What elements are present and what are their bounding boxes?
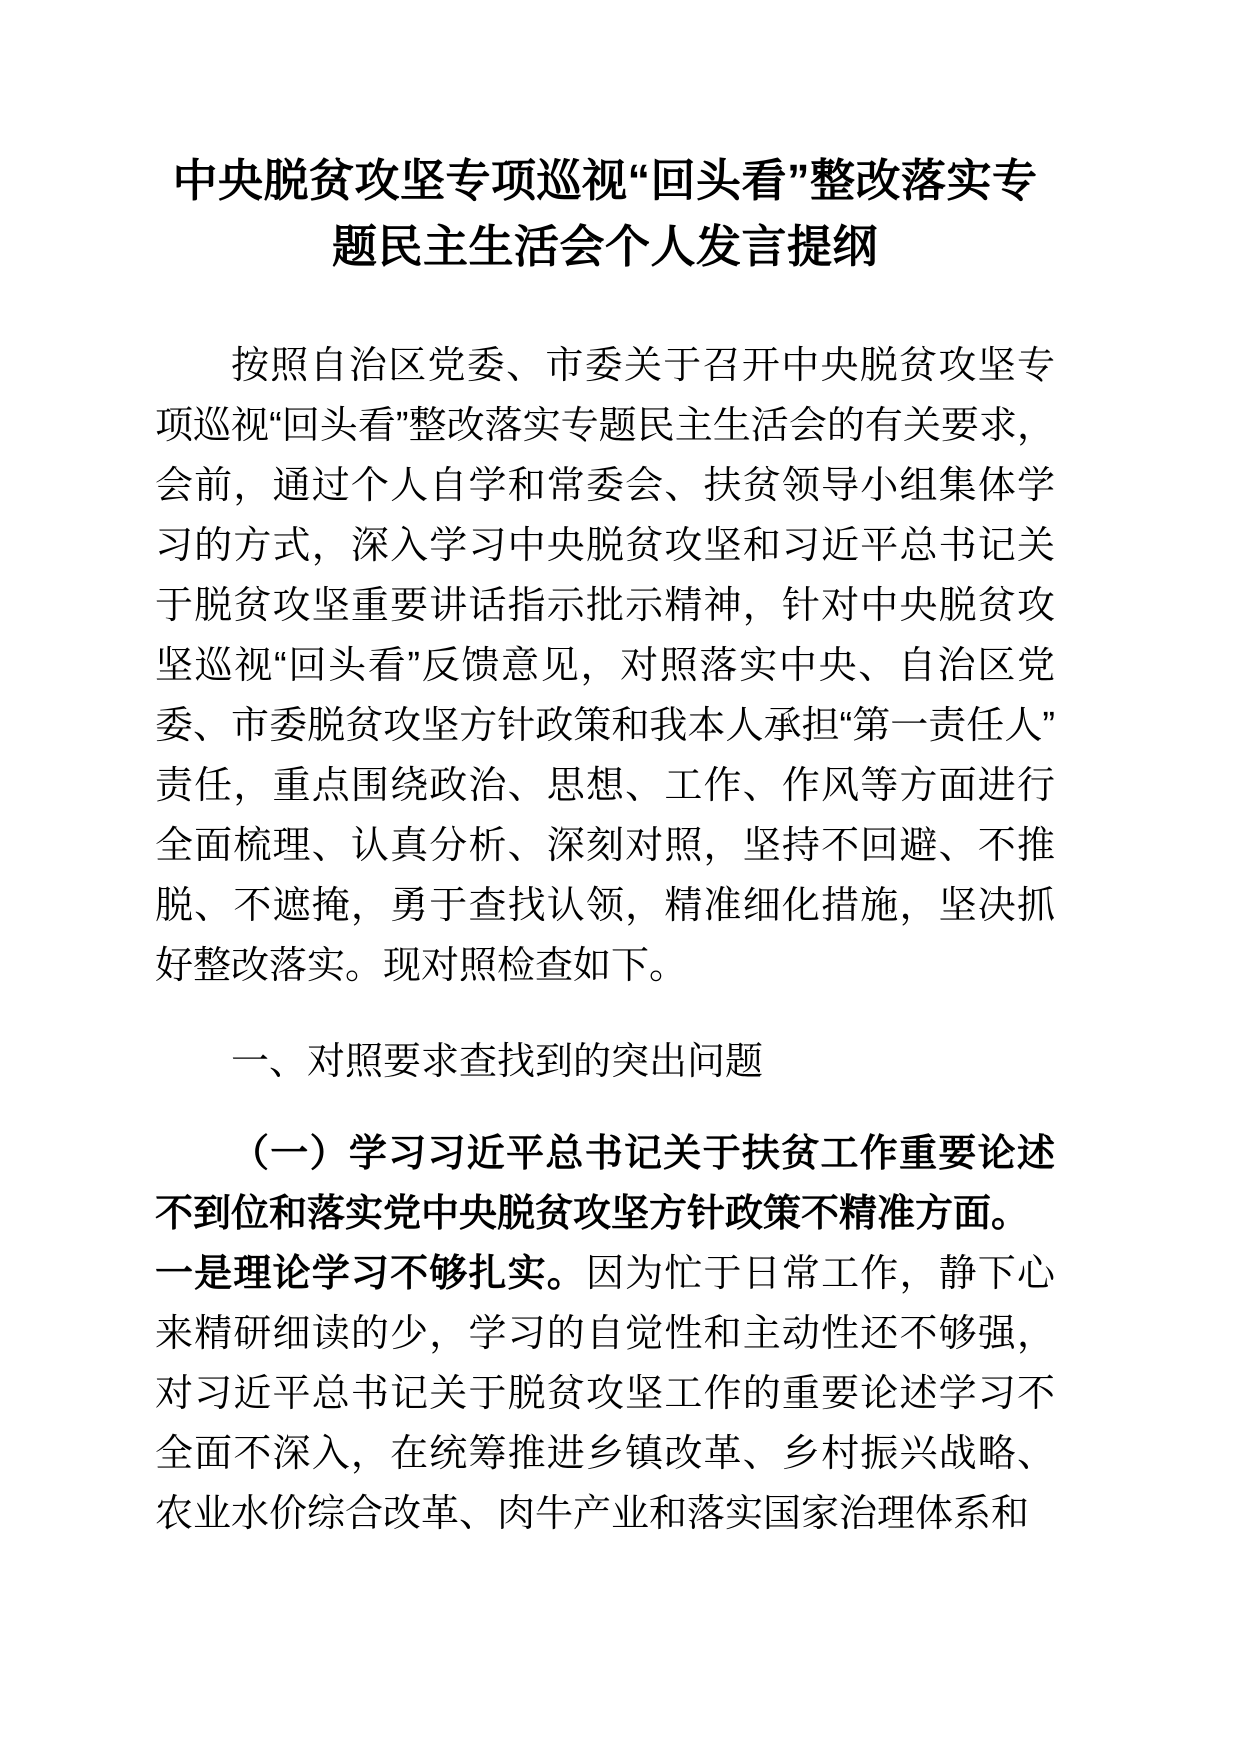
subsection-heading-one: （一）学习习近平总书记关于扶贫工作重要论述不到位和落实党中央脱贫攻坚方针政策不精准方面。 [155,1133,1055,1235]
document-content [155,0,1055,1544]
point-one-lead: 一是理论学习不够扎实。 [155,1253,586,1295]
paragraph-intro: 按照自治区党委、市委关于召开中央脱贫攻坚专项巡视“回头看”整改落实专题民主生活会的有关要求，会前，通过个人自学和常委会、扶贫领导小组集体学习的方式，深入学习中央脱贫攻坚和习近平总书记关于脱贫攻坚重要讲话指示批示精神，针对中央脱贫攻坚巡视“回头看”反馈意见，对照落实中央、自治区党委、市委脱贫攻坚方针政策和我本人承担“第一责任人”责任，重点围绕政治、思想、工作、作风等方面进行全面梳理、认真分析、深刻对照，坚持不回避、不推脱、不遮掩，勇于查找认领，精准细化措施，坚决抓好整改落实。现对照检查如下。 [155,345,1055,987]
point-one-body: 因为忙于日常工作，静下心来精研细读的少，学习的自觉性和主动性还不够强，对习近平总书记关于脱贫攻坚工作的重要论述学习不全面不深入，在统筹推进乡镇改革、乡村振兴战略、农业水价综合改革、肉牛产业和落实国家治理体系和 [155,1253,1055,1535]
paragraph-point-one [155,1244,1055,1544]
page-title: 中央脱贫攻坚专项巡视“回头看”整改落实专题民主生活会个人发言提纲 [172,155,1038,272]
section-heading-one: 一、对照要求查找到的突出问题 [231,1041,764,1083]
